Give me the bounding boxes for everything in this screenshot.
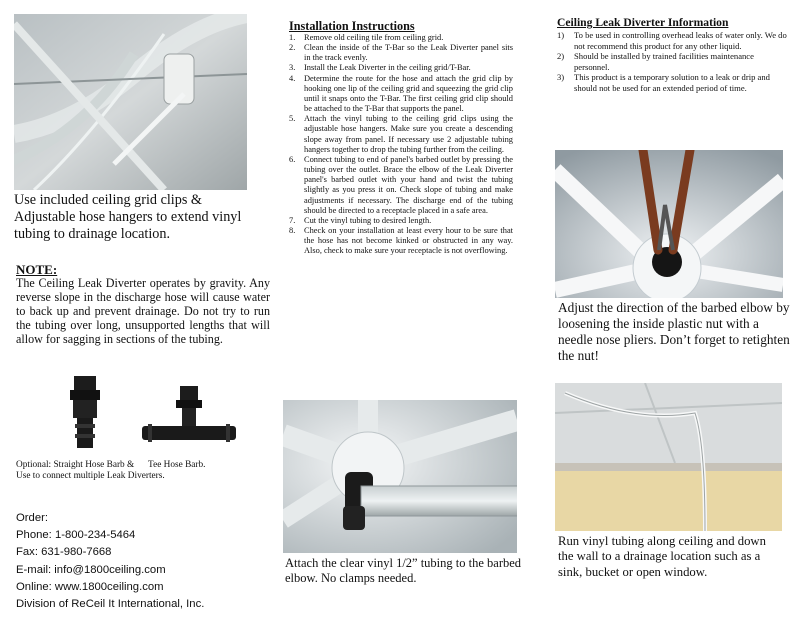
step-text: Connect tubing to end of panel's barbed outlet by pressing the tubing over the outlet. Brace the elbow of the Leak Diverter panel's barbed outlet with your hand and twist the tubing slightly as you press it on. Check slope of tubing and make adjustments if necessary. The discharge end of the tubing should be directed to a receptacle placed in a safe area. [304,154,513,215]
note-heading: NOTE: [16,262,58,277]
step-number: 2. [289,43,296,53]
note-body: The Ceiling Leak Diverter operates by gravity. Any reverse slope in the discharge hose will cause water to back up and prevent drainage. Do not try to run the tubing over long, unsupported lengths that will allow for sagging in sections of the tubing. [16,276,270,347]
step-text: Remove old ceiling tile from ceiling grid. [304,33,444,42]
step-number: 8. [289,225,296,235]
info-number: 1) [557,30,565,40]
installation-steps [289,33,513,256]
step-text: Cut the vinyl tubing to desired length. [304,215,432,225]
list-item [289,114,513,155]
pliers-caption: Adjust the direction of the barbed elbow by loosening the inside plastic nut with a needle nose pliers. Don’t forget to retighten the nut! [558,300,790,363]
order-contact-block [16,510,266,613]
step-number: 6. [289,154,296,164]
info-number: 2) [557,51,565,62]
order-fax: Fax: 631-980-7668 [16,546,112,559]
barbed-elbow-photo [283,400,517,553]
tubing-route-photo [555,383,782,531]
step-text: Clean the inside of the T-Bar so the Leak Diverter panel sits in the track evenly. [304,43,513,63]
order-division: Division of ReCeil It International, Inc. [16,598,205,611]
list-item [289,63,513,73]
order-heading: Order: [16,512,49,524]
info-list [557,30,787,94]
step-text: Attach the vinyl tubing to the ceiling grid clips using the adjustable hose hangers. Make sure you create a descending slope away from panel. If necessary use 2 adjustable tubing hangers together to drop the tubing further from the ceiling. [304,114,513,154]
hose-barb-fittings-photo [60,372,240,454]
tubing-route-caption: Run vinyl tubing along ceiling and down the wall to a drainage location such as a sink, bucket or open window. [558,534,766,579]
info-text: This product is a temporary solution to a leak or drip and should not be used for an extended period of time. [574,72,770,93]
installation-heading: Installation Instructions [289,19,415,33]
info-heading: Ceiling Leak Diverter Information [557,16,729,29]
list-item [289,155,513,216]
step-number: 7. [289,215,296,225]
list-item [557,30,787,51]
step-text: Determine the route for the hose and attach the grid clip by hooking one lip of the ceiling grid and squeezing the grid clip until it snaps onto the T-Bar. The first ceiling grid clip should be attached to the T-Bar that supports the panel. [304,73,513,114]
step-number: 3. [289,63,296,73]
info-text: To be used in controlling overhead leaks of water only. We do not recommend this product for any other liquid. [574,30,787,51]
barbed-elbow-caption: Attach the clear vinyl 1/2” tubing to the barbed elbow. No clamps needed. [285,556,522,586]
list-item [557,72,787,93]
order-phone: Phone: 1-800-234-5464 [16,529,136,542]
list-item [289,216,513,226]
step-number: 4. [289,73,296,83]
order-online: Online: www.1800ceiling.com [16,580,164,593]
info-text: Should be installed by trained facilities maintenance personnel. [574,51,754,72]
list-item [289,43,513,63]
step-text: Install the Leak Diverter in the ceiling grid/T-Bar. [304,63,471,73]
list-item [557,51,787,72]
step-number: 5. [289,114,296,124]
list-item [289,33,513,43]
list-item [289,226,513,256]
pliers-adjustment-photo [555,150,783,298]
grid-clip-caption: Use included ceiling grid clips & Adjustable hose hangers to extend vinyl tubing to drainage location. [14,192,242,242]
fittings-caption-line1: Optional: Straight Hose Barb & Tee Hose Barb. [16,460,206,470]
step-number: 1. [289,33,296,42]
order-email: E-mail: info@1800ceiling.com [16,563,166,576]
list-item [289,74,513,115]
info-number: 3) [557,72,565,83]
fittings-caption [16,460,266,482]
grid-clip-photo [14,14,247,190]
step-text: Check on your installation at least every hour to be sure that the hose has not become kinked or obstructed in any way. Also, check to make sure your receptacle is not overflowing. [304,225,513,256]
fittings-caption-line2: Use to connect multiple Leak Diverters. [16,471,165,481]
